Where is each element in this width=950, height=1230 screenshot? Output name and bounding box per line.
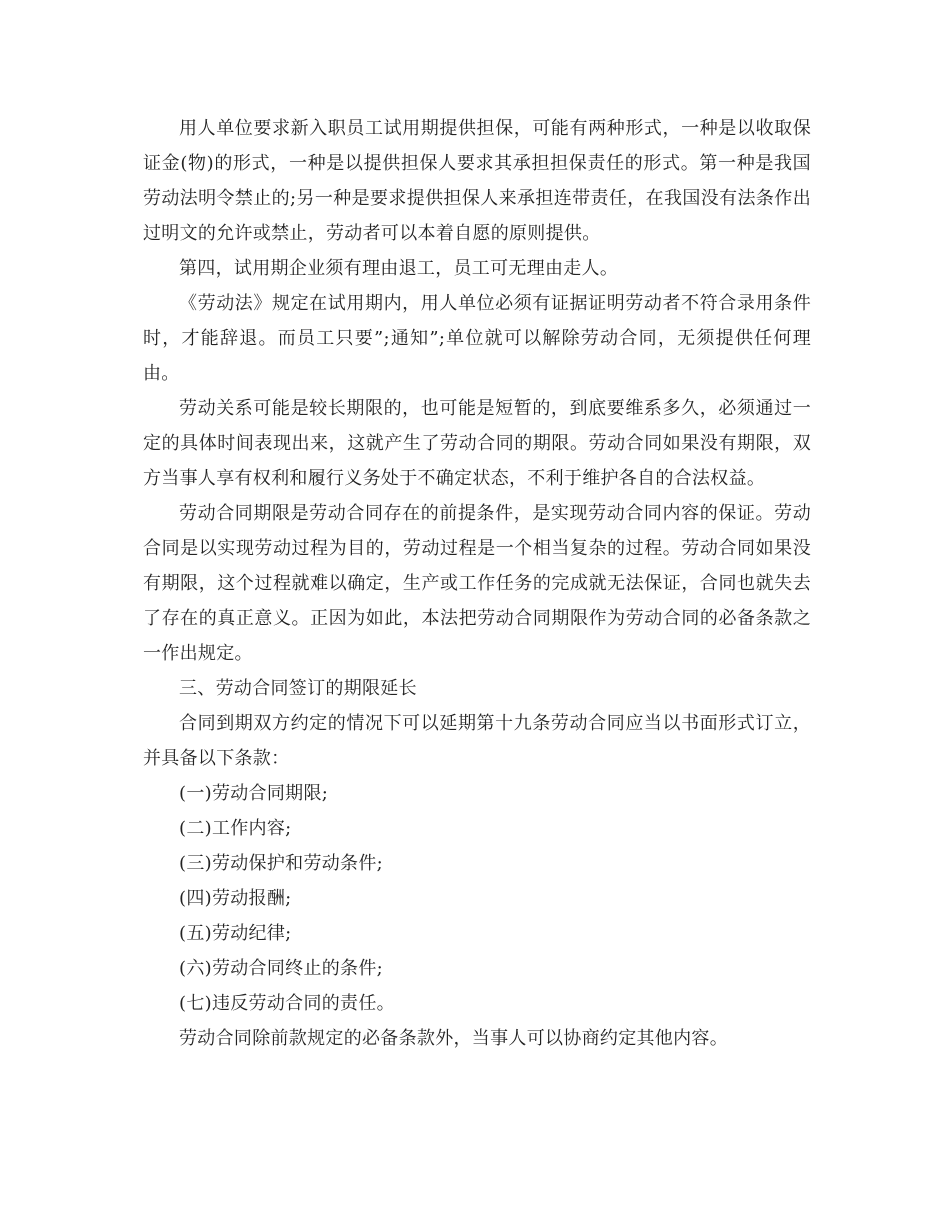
list-item-clause-5: (五)劳动纪律; (179, 923, 292, 944)
list-item-clause-7: (七)违反劳动合同的责任。 (179, 993, 395, 1014)
paragraph-contract-term-premise: 劳动合同期限是劳动合同存在的前提条件，是实现劳动合同内容的保证。劳动合同是以实现劳动过程为目的，劳动过程是一个相当复杂的过程。劳动合同如果没有期限，这个过程就难以确定，生产或工作任务的完成就无法保证，合同也就失去了存在的真正意义。正因为如此，本法把劳动合同期限作为劳动合同的必备条款之一作出规定。 (143, 503, 811, 664)
paragraph-point-four: 第四，试用期企业须有理由退工，员工可无理由走人。 (179, 258, 619, 279)
list-item-clause-2: (二)工作内容; (179, 818, 292, 839)
document-body (143, 111, 811, 1056)
list-item-clause-1: (一)劳动合同期限; (179, 783, 329, 804)
list-item-clause-3: (三)劳动保护和劳动条件; (179, 853, 384, 874)
paragraph-guarantee-forms: 用人单位要求新入职员工试用期提供担保，可能有两种形式，一种是以收取保证金(物)的形式，一种是以提供担保人要求其承担担保责任的形式。第一种是我国劳动法明令禁止的;另一种是要求提供担保人来承担连带责任，在我国没有法条作出过明文的允许或禁止，劳动者可以本着自愿的原则提供。 (143, 118, 811, 244)
list-item-clause-4: (四)劳动报酬; (179, 888, 292, 909)
paragraph-labor-law-probation: 《劳动法》规定在试用期内，用人单位必须有证据证明劳动者不符合录用条件时，才能辞退。而员工只要”;通知”;单位就可以解除劳动合同，无须提供任何理由。 (143, 293, 811, 384)
section-heading-term-extension: 三、劳动合同签订的期限延长 (179, 678, 417, 699)
paragraph-article-nineteen: 合同到期双方约定的情况下可以延期第十九条劳动合同应当以书面形式订立，并具备以下条款： (143, 713, 811, 769)
paragraph-other-content: 劳动合同除前款规定的必备条款外，当事人可以协商约定其他内容。 (179, 1028, 728, 1049)
list-item-clause-6: (六)劳动合同终止的条件; (179, 958, 384, 979)
paragraph-labor-relation-term: 劳动关系可能是较长期限的，也可能是短暂的，到底要维系多久，必须通过一定的具体时间表现出来，这就产生了劳动合同的期限。劳动合同如果没有期限，双方当事人享有权利和履行义务处于不确定状态，不利于维护各自的合法权益。 (143, 398, 811, 489)
